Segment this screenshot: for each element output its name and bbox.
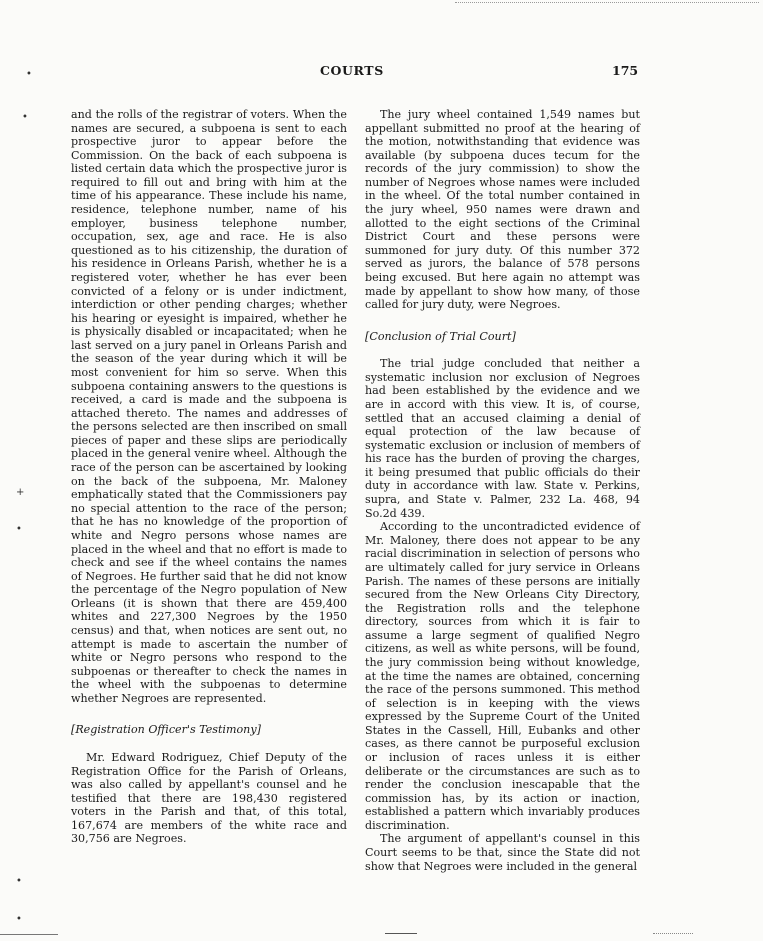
right-paragraph-3: According to the uncontradicted evidence of Mr. Maloney, there does not appear to be any racial discrimination in selection of persons who are ultimately called for jury service in Orleans Parish. The names of these persons are initially secured from the New Orleans City Directory, the Registration rolls and the telephone directory, sources from which it is fair to assume a large segment of qualified Negro citizens, as well as white persons, will be found, the jury commission being without knowledge, at the time the names are obtained, concerning the race of the persons summoned. This method of selection is in keeping with the views expressed by the Supreme Court of the United States in the Cassell, Hill, Eubanks and other cases, as there cannot be purposeful exclusion or inclusion of races unless it is either deliberate or the circumstances are such as to render the conclusion inescapable that the commission has, by its action or inaction, established a pattern which invariably produces discrimination. <box>365 520 640 832</box>
right-paragraph-1: The jury wheel contained 1,549 names but appellant submitted no proof at the hearing of the motion, notwithstanding that evidence was available (by subpoena duces tecum for the records of the jury commission) to show the number of Negroes whose names were included in the wheel. Of the total number contained in the jury wheel, 950 names were drawn and allotted to the eight sections of the Criminal District Court and these persons were summoned for jury duty. Of this number 372 served as jurors, the balance of 578 persons being excused. But here again no attempt was made by appellant to show how many, of those called for jury duty, were Negroes. <box>365 108 640 312</box>
running-head <box>0 63 763 79</box>
scan-speck: • <box>16 914 22 925</box>
right-column <box>365 108 640 873</box>
scan-speck: • <box>16 876 22 887</box>
running-head-title: COURTS <box>320 63 384 78</box>
top-edge-dotted-line <box>455 2 759 3</box>
right-paragraph-2: The trial judge concluded that neither a systematic inclusion nor exclusion of Negroes had been established by the evidence and we are in accord with this view. It is, of course, settled that an accused claiming a denial of equal protection of the law because of systematic exclusion or inclusion of members of his race has the burden of proving the charges, it being presumed that public officials do their duty in accordance with law. State v. Perkins, supra, and State v. Palmer, 232 La. 468, 94 So.2d 439. <box>365 357 640 520</box>
bottom-right-dotted-line <box>653 933 693 934</box>
section-heading-registration: [Registration Officer's Testimony] <box>71 723 261 737</box>
left-paragraph-1: and the rolls of the registrar of voters. When the names are secured, a subpoena is sent to each prospective juror to appear before the Commission. On the back of each subpoena is listed certain data which the prospective juror is required to fill out and bring with him at the time of his appearance. These include his name, residence, telephone number, name of his employer, business telephone number, occupation, sex, age and race. He is also questioned as to his citizenship, the duration of his residence in Orleans Parish, whether he is a registered voter, whether he has ever been convicted of a felony or is under indictment, interdiction or other pending charges; whether his hearing or eyesight is impaired, whether he is physically disabled or incapacitated; when he last served on a jury panel in Orleans Parish and the season of the year during which it will be most convenient for him so serve. When this subpoena containing answers to the questions is received, a card is made and the subpoena is attached thereto. The names and addresses of the persons selected are then inscribed on small pieces of paper and these slips are periodically placed in the general venire wheel. Although the race of the person can be ascertained by looking on the back of the subpoena, Mr. Maloney emphatically stated that the Commissioners pay no special attention to the race of the person; that he has no knowledge of the proportion of white and Negro persons whose names are placed in the wheel and that no effort is made to check and see if the wheel contains the names of Negroes. He further said that he did not know the percentage of the Negro population of New Orleans (it is shown that there are 459,400 whites and 227,300 Negroes by the 1950 census) and that, when notices are sent out, no attempt is made to ascertain the number of white or Negro persons who respond to the subpoenas or thereafter to check the names in the wheel with the subpoenas to determine whether Negroes are represented. <box>71 108 347 705</box>
left-column <box>71 108 347 846</box>
scan-speck: + <box>16 487 25 498</box>
left-paragraph-2: Mr. Edward Rodriguez, Chief Deputy of the Registration Office for the Parish of Orleans, was also called by appellant's counsel and he testified that there are 198,430 registered voters in the Parish and that, of this total, 167,674 are members of the white race and 30,756 are Negroes. <box>71 751 347 846</box>
section-heading-conclusion: [Conclusion of Trial Court] <box>365 329 516 343</box>
scan-speck: • <box>26 69 32 80</box>
page-number: 175 <box>612 63 639 78</box>
scan-speck: • <box>16 524 22 535</box>
bottom-center-rule <box>385 933 417 934</box>
right-paragraph-4: The argument of appellant's counsel in this Court seems to be that, since the State did not show that Negroes were included in the general <box>365 832 640 873</box>
scan-speck: • <box>22 112 28 123</box>
bottom-edge-rule <box>0 934 58 935</box>
